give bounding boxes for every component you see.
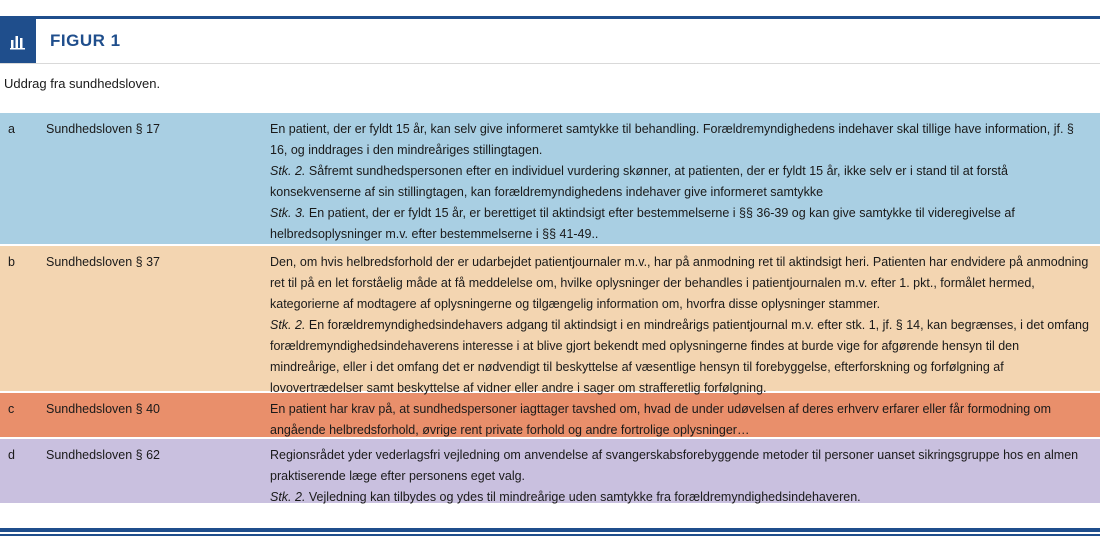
law-reference: Sundhedsloven § 62 [46,448,160,462]
bottom-rule [0,528,1100,532]
law-paragraph: Den, om hvis helbredsforhold der er udarbejdet patientjournaler m.v., har på anmodning ret til aktindsigt heri. Patienten har endvidere på anmodning ret til på en let forståelig måde at få meddelelse om, hvilke oplysninger der behandles i patientjournalen m.v. efter 1. pkt., formålet hermed, kategorierne af modtagere af oplysningerne og tilgængelig information om, hvorfra disse oplysninger stammer. [270,255,1089,311]
law-paragraph: En patient, der er fyldt 15 år, kan selv give informeret samtykke til behandling. Forældremyndighedens indehaver skal tillige have information, jf. § 16, og inddrages i den mindreåriges stillingtagen. [270,122,1074,157]
row-letter: d [8,448,15,462]
law-text [270,445,1090,504]
law-text [270,399,1090,437]
law-paragraph: Stk. 3. En patient, der er fyldt 15 år, er berettiget til aktindsigt efter bestemmelserne i §§ 36-39 og kan give samtykke til videregivelse af helbredsoplysninger m.v. efter bestemmelserne i §§ 41-49.. [270,206,1015,241]
law-paragraph: Regionsrådet yder vederlagsfri vejledning om anvendelse af svangerskabsforebyggende metoder til personer uanset sikringsgruppe hos en almen praktiserende læge efter personens eget valg. [270,448,1079,483]
law-reference: Sundhedsloven § 17 [46,122,160,136]
law-table [0,113,1100,503]
law-paragraph: Stk. 2. Vejledning kan tilbydes og ydes til mindreårige uden samtykke fra forældremyndighedsindehaveren. [270,490,861,504]
law-reference: Sundhedsloven § 37 [46,255,160,269]
figure-header [0,19,1100,63]
table-row [0,437,1100,503]
bar-chart-icon [0,19,36,63]
figure-caption: Uddrag fra sundhedsloven. [4,76,161,91]
row-letter: b [8,255,15,269]
header-divider [0,63,1100,64]
table-row [0,113,1100,244]
law-text [270,119,1090,240]
law-paragraph: En patient har krav på, at sundhedspersoner iagttager tavshed om, hvad de under udøvelsen af deres erhverv erfarer eller får formodning om angående helbredsforhold, øvrige rent private forhold og andre fortrolige oplysninger… [270,402,1051,437]
law-paragraph: Stk. 2. Såfremt sundhedspersonen efter en individuel vurdering skønner, at patienten, der er fyldt 15 år, ikke selv er i stand til at forstå konsekvenserne af sin stillingtagen, kan forældremyndighedens indehaver give informeret samtykke [270,164,1008,199]
law-paragraph: Stk. 2. En forældremyndighedsindehavers adgang til aktindsigt i en mindreårigs patientjournal m.v. efter stk. 1, jf. § 14, kan begrænses, i det omfang forældremyndighedsindehaverens interesse i at blive gjort bekendt med oplysningerne findes at burde vige for afgørende hensyn til den mindreårige, eller i det omfang det er nødvendigt til beskyttelse af væsentlige hensyn til forebyggelse, efterforskning og forfølgning af lovovertrædelser samt beskyttelse af vidner eller andre i sager om strafferetlig forfølgning. [270,318,1089,395]
bottom-rule [0,534,1100,536]
law-text [270,252,1090,395]
table-row [0,244,1100,395]
law-reference: Sundhedsloven § 40 [46,402,160,416]
figure-label: FIGUR 1 [50,31,121,50]
row-letter: a [8,122,15,136]
row-letter: c [8,402,15,416]
